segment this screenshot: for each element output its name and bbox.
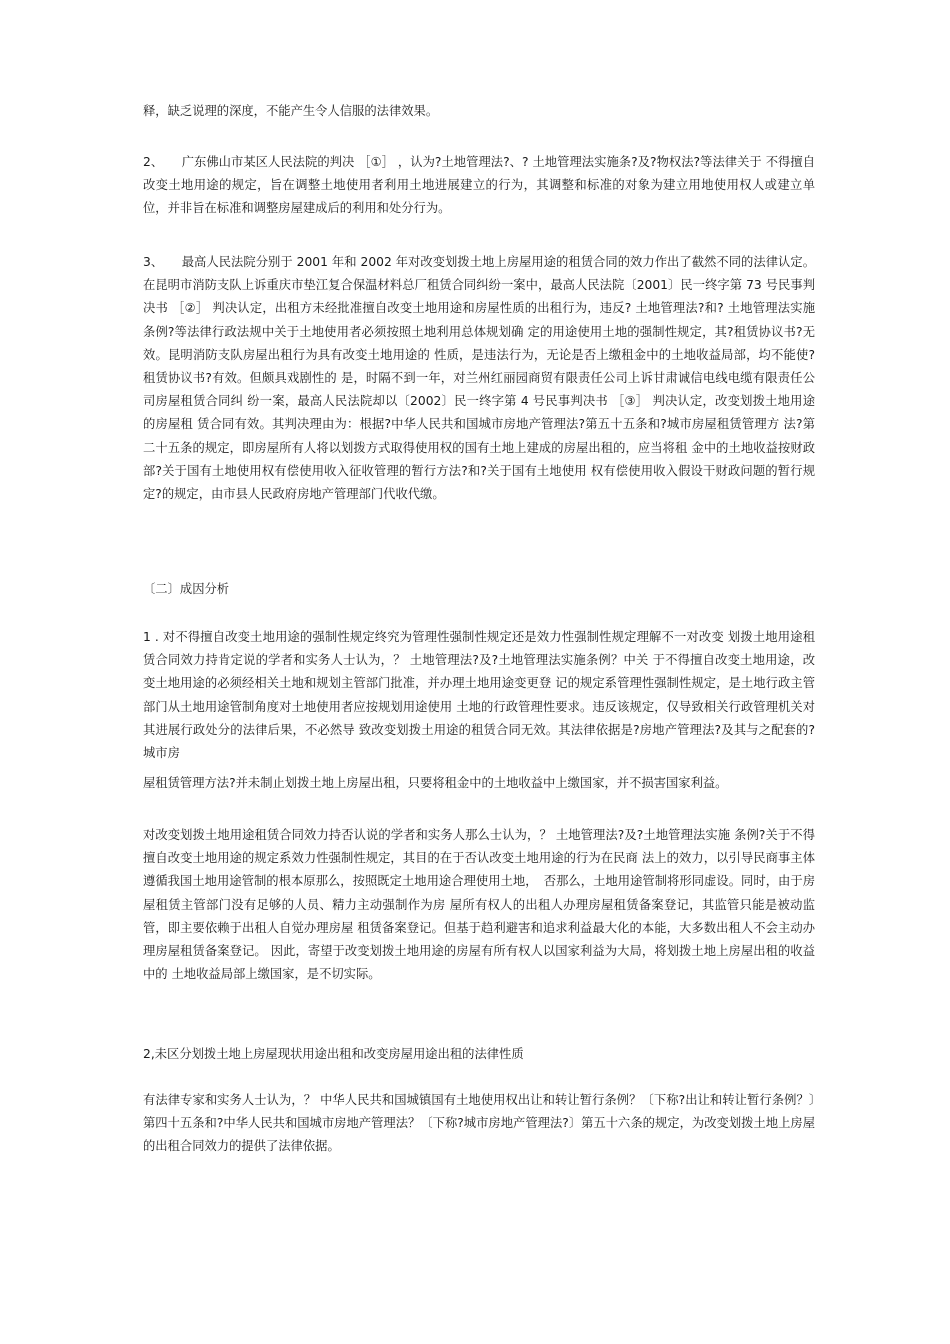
section-heading-cause-analysis: 〔二〕成因分析 [143, 582, 230, 596]
section-heading-item-2: 2,未区分划拨土地上房屋现状用途出租和改变房屋用途出租的法律性质 [143, 1047, 524, 1061]
paragraph-expert-view: 有法律专家和实务人士认为，？ 中华人民共和国城镇国有土地使用权出让和转让暂行条例？〔下称?出让和转让暂行条例？〕第四十五条和?中华人民共和国城市房地产管理法？〔下称?城市房地产管理法?〕第五十六条的规定，为改变划拨土地上房屋的出租合同效力的提供了法律依据。 [143, 1093, 815, 1154]
paragraph-cause-1: 1 . 对不得擅自改变土地用途的强制性规定终究为管理性强制性规定还是效力性强制性规定理解不一对改变 划拨土地用途租赁合同效力持肯定说的学者和实务人士认为，？ 土地管理法?及?土地管理法实施条例？中关 于不得擅自改变土地用途，改变土地用途的必须经相关土地和规划主管部门批准，并办理土地用途变更登 记的规定系管理性强制性规定，是土地行政主管部门从土地用途管制角度对土地使用者应按规划用途使用 土地的行政管理性要求。违反该规定，仅导致相关行政管理机关对其进展行政处分的法律后果，不必然导 致改变划拨土用途的租赁合同无效。其法律依据是?房地产管理法?及其与之配套的?城市房 [143, 630, 815, 761]
paragraph-cause-1-continued: 屋租赁管理方法?并未制止划拨土地上房屋出租，只要将租金中的土地收益中上缴国家，并不损害国家利益。 [143, 776, 728, 790]
paragraph-item-3: 3、 最高人民法院分别于 2001 年和 2002 年对改变划拨土地上房屋用途的租赁合同的效力作出了截然不同的法律认定。在昆明市消防支队上诉重庆市垫江复合保温材料总厂租赁合同纠纷一案中，最高人民法院〔2001〕民一终字第 73 号民事判决书 ［②］ 判决认定，出租方未经批准擅自改变土地用途和房屋性质的出租行为，违反? 土地管理法?和? 土地管理法实施条例?等法律行政法规中关于土地使用者必须按照土地利用总体规划确 定的用途使用土地的强制性规定，其?租赁协议书?无效。昆明消防支队房屋出租行为具有改变土地用途的 性质，是违法行为，无论是否上缴租金中的土地收益局部，均不能使?租赁协议书?有效。但颇具戏剧性的 是，时隔不到一年，对兰州红丽园商贸有限责任公司上诉甘肃诚信电线电缆有限责任公司房屋租赁合同纠 纷一案，最高人民法院却以〔2002〕民一终字第 4 号民事判决书 ［③］ 判决认定，改变划拨土地用途的房屋租 赁合同有效。其判决理由为：根据?中华人民共和国城市房地产管理法?第五十五条和?城市房屋租赁管理方 法?第二十五条的规定，即房屋所有人将以划拨方式取得使用权的国有土地上建成的房屋出租的，应当将租 金中的土地收益按财政部?关于国有土地使用权有偿使用收入征收管理的暂行方法?和?关于国有土地使用 权有偿使用收入假设干财政问题的暂行规定?的规定，由市县人民政府房地产管理部门代收代缴。 [143, 255, 815, 502]
paragraph-continuation: 释，缺乏说理的深度，不能产生令人信服的法律效果。 [143, 104, 439, 118]
paragraph-negative-view: 对改变划拨土地用途租赁合同效力持否认说的学者和实务人那么士认为，？ 土地管理法?及?土地管理法实施 条例?关于不得擅自改变土地用途的规定系效力性强制性规定，其目的在于否认改变土地用途的行为在民商 法上的效力，以引导民商事主体遵循我国土地用途管制的根本原那么，按照既定土地用途合理使用土地， 否那么，土地用途管制将形同虚设。同时，由于房屋租赁主管部门没有足够的人员、精力主动强制作为房 屋所有权人的出租人办理房屋租赁备案登记，其监管只能是被动监管，即主要依赖于出租人自觉办理房屋 租赁备案登记。但基于趋利避害和追求利益最大化的本能，大多数出租人不会主动办理房屋租赁备案登记。 因此，寄望于改变划拨土地用途的房屋有所有权人以国家利益为大局，将划拨土地上房屋出租的收益中的 土地收益局部上缴国家，是不切实际。 [143, 828, 815, 982]
paragraph-item-2: 2、 广东佛山市某区人民法院的判决 ［①］ ，认为?土地管理法?、? 土地管理法实施条?及?物权法?等法律关于 不得擅自改变土地用途的规定，旨在调整土地使用者利用土地进展建立的行为，其调整和标准的对象为建立用地使用权人或建立单位，并非旨在标准和调整房屋建成后的利用和处分行为。 [143, 155, 815, 216]
